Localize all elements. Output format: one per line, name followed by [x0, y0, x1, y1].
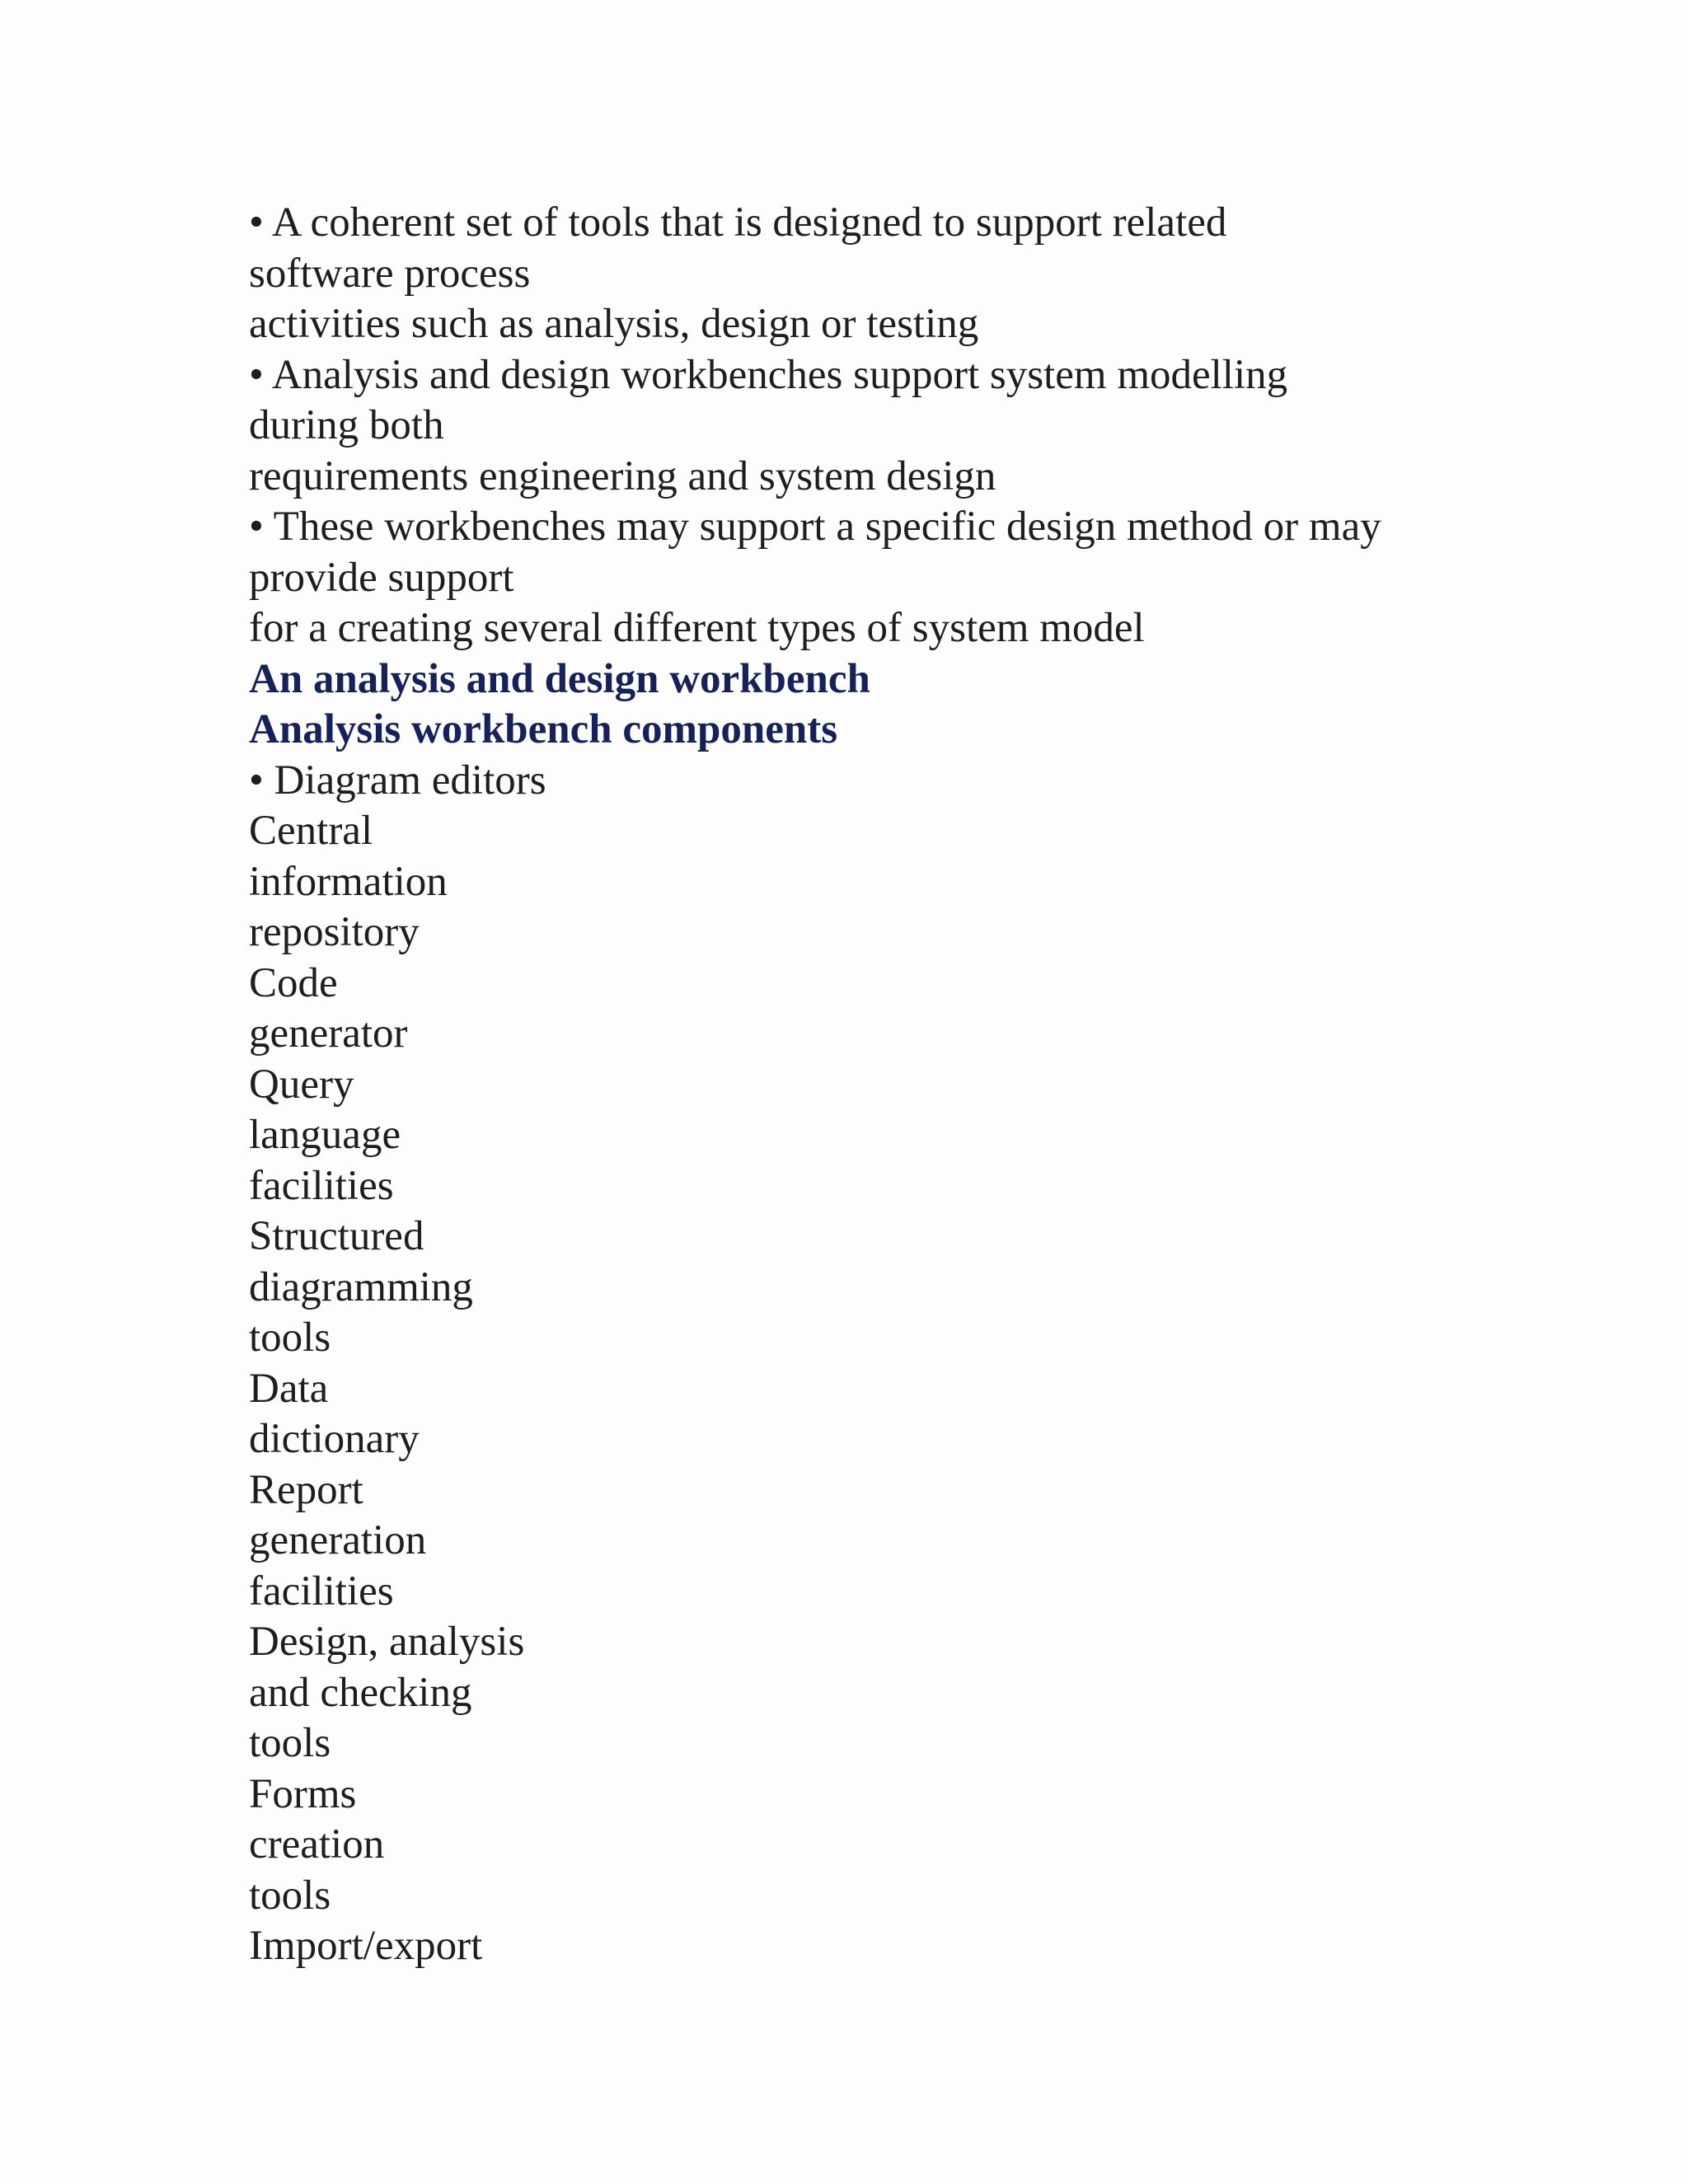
- component-line: dictionary: [249, 1416, 420, 1462]
- component-line: facilities: [249, 1162, 394, 1209]
- component-line: Import/export: [249, 1923, 483, 1969]
- text-line: provide support: [249, 554, 514, 601]
- component-line: Design, analysis: [249, 1619, 525, 1665]
- component-line: tools: [249, 1315, 331, 1361]
- component-line: Data: [249, 1365, 329, 1412]
- component-line: generation: [249, 1517, 427, 1563]
- component-line: and checking: [249, 1669, 472, 1716]
- bullet-coherent-tools: • A coherent set of tools that is designed to support related: [249, 199, 1227, 246]
- text-line: requirements engineering and system design: [249, 452, 996, 499]
- heading-analysis-design-workbench: An analysis and design workbench: [249, 655, 870, 702]
- text-line: during both: [249, 402, 444, 448]
- component-line: facilities: [249, 1568, 394, 1615]
- component-line: Code: [249, 959, 338, 1006]
- component-line: creation: [249, 1821, 385, 1868]
- component-line: tools: [249, 1872, 331, 1919]
- component-line: Query: [249, 1061, 354, 1108]
- component-line: information: [249, 858, 448, 905]
- component-line: Report: [249, 1466, 363, 1513]
- component-line: tools: [249, 1720, 331, 1766]
- document-body: [249, 198, 1485, 1972]
- bullet-analysis-design: • Analysis and design workbenches support system modelling: [249, 351, 1288, 398]
- component-line: Central: [249, 808, 373, 854]
- component-line: diagramming: [249, 1263, 473, 1310]
- component-line: generator: [249, 1010, 408, 1057]
- bullet-workbench-support: • These workbenches may support a specific design method or may: [249, 504, 1381, 550]
- heading-analysis-workbench-components: Analysis workbench components: [249, 706, 838, 752]
- text-line: software process: [249, 250, 531, 297]
- component-line: language: [249, 1112, 401, 1158]
- component-line: Structured: [249, 1213, 424, 1259]
- text-line: activities such as analysis, design or testing: [249, 301, 979, 347]
- component-line: Forms: [249, 1770, 357, 1817]
- component-line: repository: [249, 909, 420, 955]
- text-line: for a creating several different types of system model: [249, 605, 1145, 651]
- bullet-diagram-editors: • Diagram editors: [249, 757, 546, 804]
